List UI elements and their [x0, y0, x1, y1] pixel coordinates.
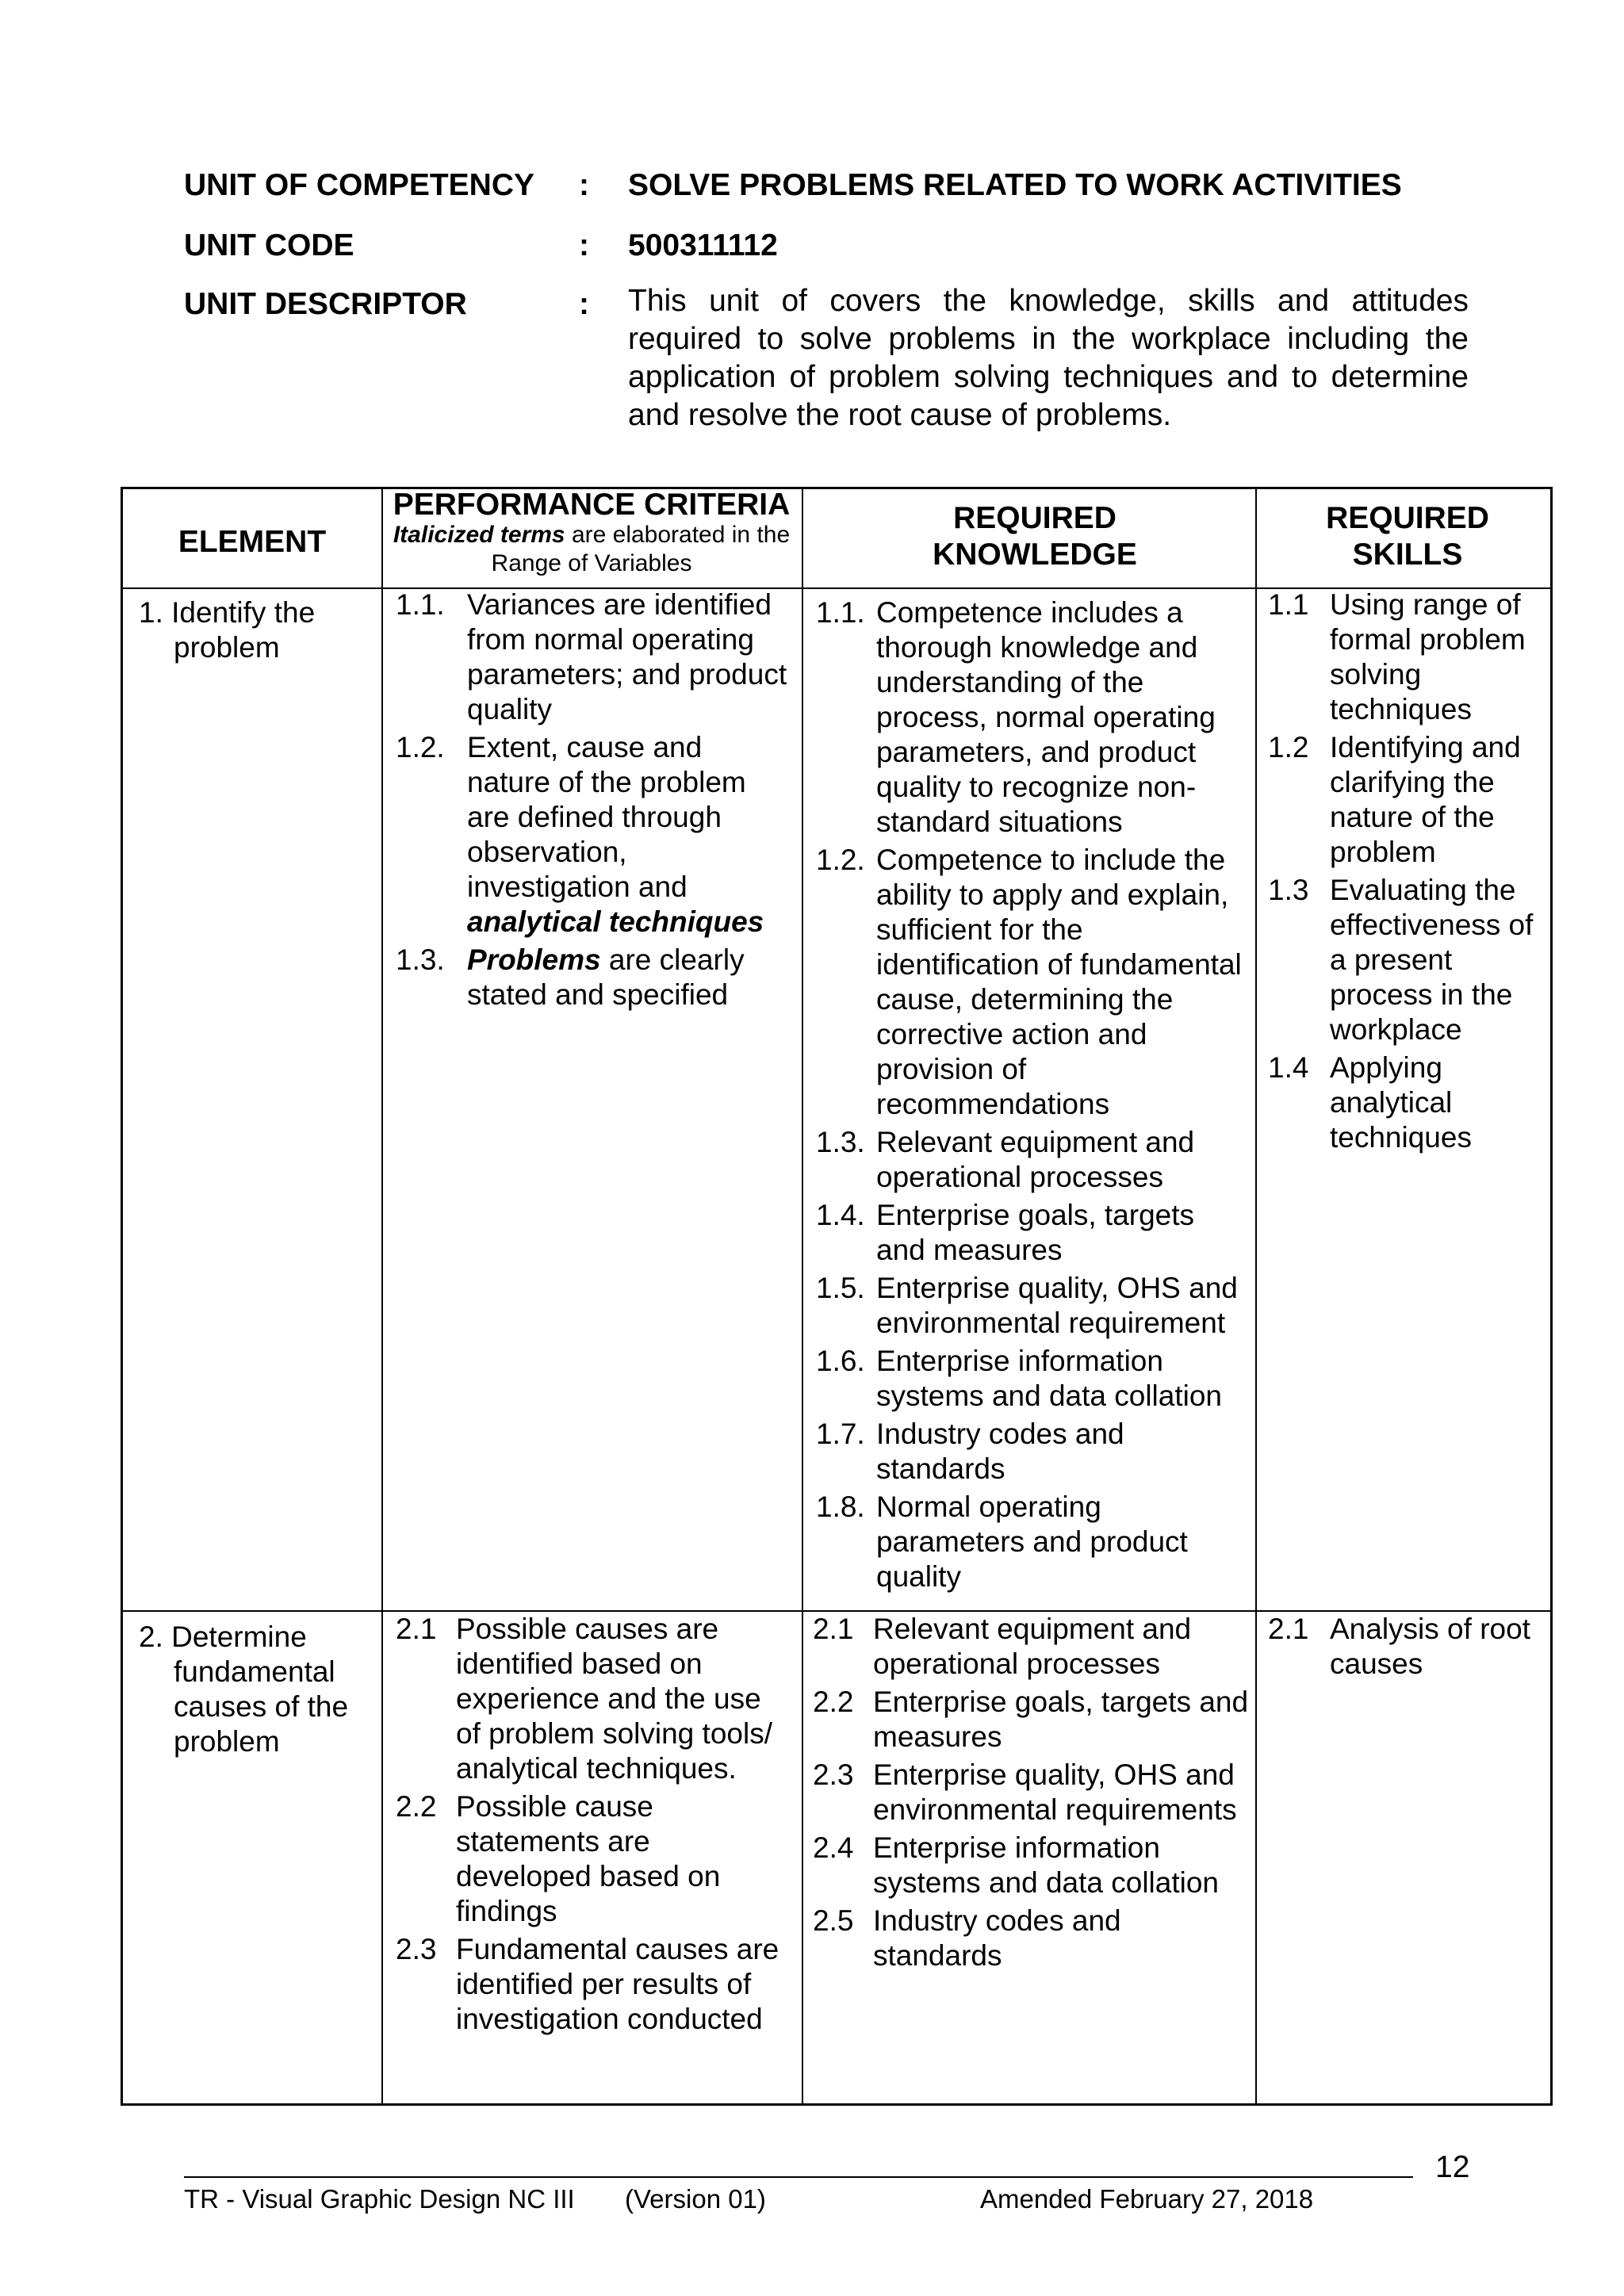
note-rest: are elaborated in the Range of Variables — [491, 522, 791, 576]
pc-number: 1.1. — [396, 588, 445, 621]
knowledge-text: Enterprise information systems and data collation — [876, 1345, 1223, 1412]
knowledge-text: Competence includes a thorough knowledge and understanding of the process, normal operating parameters, and product quality to recognize non-standard situations — [876, 596, 1216, 838]
competency-table — [121, 487, 1553, 2106]
unit-descriptor-text: This unit of covers the knowledge, skills and attitudes required to solve problems in the workplace including the application of problem solving techniques and to determine and resolve the root cause of problems. — [628, 284, 1469, 432]
pc-item — [396, 943, 792, 1012]
knowledge-text: Relevant equipment and operational processes — [873, 1613, 1192, 1680]
unit-of-competency-label: UNIT OF COMPETENCY — [184, 168, 535, 202]
element-2: 2. Determine fundamental causes of the problem — [139, 1621, 349, 1758]
skill-item — [1268, 873, 1549, 1047]
knowledge-item — [816, 1344, 1251, 1414]
column-divider — [802, 489, 803, 2103]
pc-list-1 — [396, 587, 792, 1016]
italicized-terms: Italicized terms — [393, 522, 565, 548]
knowledge-item — [816, 1198, 1251, 1268]
skill-item — [1268, 730, 1549, 870]
unit-of-competency-value: SOLVE PROBLEMS RELATED TO WORK ACTIVITIES — [628, 168, 1402, 202]
footer-amended-date: Amended February 27, 2018 — [980, 2184, 1314, 2214]
knowledge-text: Enterprise quality, OHS and environmental requirement — [876, 1272, 1238, 1339]
skill-text: Evaluating the effectiveness of a present process in the workplace — [1330, 874, 1534, 1046]
knowledge-item — [813, 1904, 1251, 1973]
knowledge-list-1 — [816, 595, 1251, 1598]
pc-number: 2.3 — [396, 1933, 437, 1965]
knowledge-item — [816, 595, 1251, 840]
skill-number: 1.2 — [1268, 731, 1309, 763]
knowledge-item — [816, 1490, 1251, 1594]
header-required-knowledge: REQUIRED KNOWLEDGE — [933, 501, 1137, 572]
skill-text: Analysis of root causes — [1330, 1613, 1530, 1680]
knowledge-text: Enterprise quality, OHS and environmental requirements — [873, 1758, 1237, 1826]
knowledge-item — [816, 1271, 1251, 1341]
skills-list-1 — [1268, 587, 1549, 1158]
knowledge-text: Normal operating parameters and product quality — [876, 1490, 1188, 1593]
skill-text: Using range of formal problem solving techniques — [1330, 588, 1526, 725]
knowledge-number: 2.3 — [813, 1758, 854, 1791]
knowledge-number: 1.4. — [816, 1199, 865, 1231]
knowledge-item — [813, 1612, 1251, 1682]
knowledge-number: 1.7. — [816, 1418, 865, 1450]
knowledge-text: Relevant equipment and operational processes — [876, 1126, 1195, 1193]
skill-text: Identifying and clarifying the nature of the problem — [1330, 731, 1521, 868]
pc-list-2 — [396, 1612, 792, 2040]
pc-item — [396, 1932, 792, 2037]
header-required-skills: REQUIRED SKILLS — [1326, 501, 1489, 572]
knowledge-number: 1.3. — [816, 1126, 865, 1158]
knowledge-list-2 — [813, 1612, 1251, 1976]
skill-number: 2.1 — [1268, 1613, 1309, 1645]
knowledge-number: 2.4 — [813, 1831, 854, 1864]
header-element: ELEMENT — [178, 525, 327, 559]
knowledge-number: 2.5 — [813, 1904, 854, 1937]
pc-number: 1.3. — [396, 943, 445, 976]
knowledge-item — [813, 1685, 1251, 1755]
column-divider — [381, 489, 383, 2103]
pc-item — [396, 730, 792, 939]
knowledge-item — [813, 1758, 1251, 1827]
pc-number: 2.2 — [396, 1790, 437, 1823]
pc-text: Possible causes are identified based on experience and the use of problem solving tools/ analytical techniques. — [456, 1613, 772, 1785]
skill-number: 1.1 — [1268, 588, 1309, 621]
pc-text: Variances are identified from normal operating parameters; and product quality — [467, 588, 787, 725]
pc-item — [396, 1789, 792, 1929]
colon: : — [579, 287, 589, 321]
performance-criteria-note — [381, 521, 802, 578]
knowledge-item — [816, 1417, 1251, 1487]
knowledge-item — [813, 1831, 1251, 1900]
colon: : — [579, 228, 589, 262]
knowledge-text: Enterprise goals, targets and measures — [876, 1199, 1195, 1266]
skill-item — [1268, 1050, 1549, 1155]
colon: : — [579, 168, 589, 202]
skills-list-2 — [1268, 1612, 1549, 1685]
knowledge-number: 2.2 — [813, 1686, 854, 1718]
pc-number: 1.2. — [396, 731, 445, 763]
pc-emphasis: Problems — [467, 943, 601, 976]
knowledge-number: 1.8. — [816, 1490, 865, 1523]
performance-criteria-title: PERFORMANCE CRITERIA — [393, 488, 791, 522]
knowledge-number: 2.1 — [813, 1613, 854, 1645]
knowledge-text: Industry codes and standards — [873, 1904, 1121, 1972]
pc-text: Fundamental causes are identified per results of investigation conducted — [456, 1933, 779, 2035]
knowledge-number: 1.6. — [816, 1345, 865, 1377]
skill-item — [1268, 1612, 1549, 1682]
unit-descriptor-label: UNIT DESCRIPTOR — [184, 287, 467, 321]
footer-version: (Version 01) — [625, 2184, 766, 2214]
skill-text: Applying analytical techniques — [1330, 1051, 1472, 1154]
pc-item — [396, 587, 792, 727]
pc-text: Extent, cause and nature of the problem are defined through observation, investigation and — [467, 731, 746, 903]
pc-item — [396, 1612, 792, 1786]
unit-code-label: UNIT CODE — [184, 228, 354, 262]
pc-number: 2.1 — [396, 1613, 437, 1645]
header-performance-criteria — [381, 489, 802, 578]
pc-text: are clearly stated and specified — [467, 943, 745, 1011]
pc-emphasis: analytical techniques — [467, 905, 764, 938]
knowledge-number: 1.1. — [816, 596, 865, 629]
column-divider — [1255, 489, 1257, 2103]
knowledge-text: Enterprise information systems and data collation — [873, 1831, 1220, 1899]
page-number: 12 — [1435, 2150, 1470, 2184]
footer-document-title: TR - Visual Graphic Design NC III — [184, 2184, 575, 2214]
element-1: 1. Identify the problem — [139, 596, 316, 664]
knowledge-number: 1.2. — [816, 844, 865, 876]
knowledge-text: Enterprise goals, targets and measures — [873, 1686, 1249, 1753]
knowledge-item — [816, 1125, 1251, 1195]
skill-item — [1268, 587, 1549, 727]
knowledge-text: Industry codes and standards — [876, 1418, 1124, 1485]
unit-code-value: 500311112 — [628, 228, 778, 262]
knowledge-item — [816, 843, 1251, 1122]
skill-number: 1.4 — [1268, 1051, 1309, 1084]
footer-rule — [184, 2176, 1413, 2178]
pc-text: Possible cause statements are developed based on findings — [456, 1790, 721, 1927]
knowledge-text: Competence to include the ability to apply and explain, sufficient for the identification of fundamental cause, determining the corrective action and provision of recommendations — [876, 844, 1242, 1120]
skill-number: 1.3 — [1268, 874, 1309, 906]
knowledge-number: 1.5. — [816, 1272, 865, 1304]
